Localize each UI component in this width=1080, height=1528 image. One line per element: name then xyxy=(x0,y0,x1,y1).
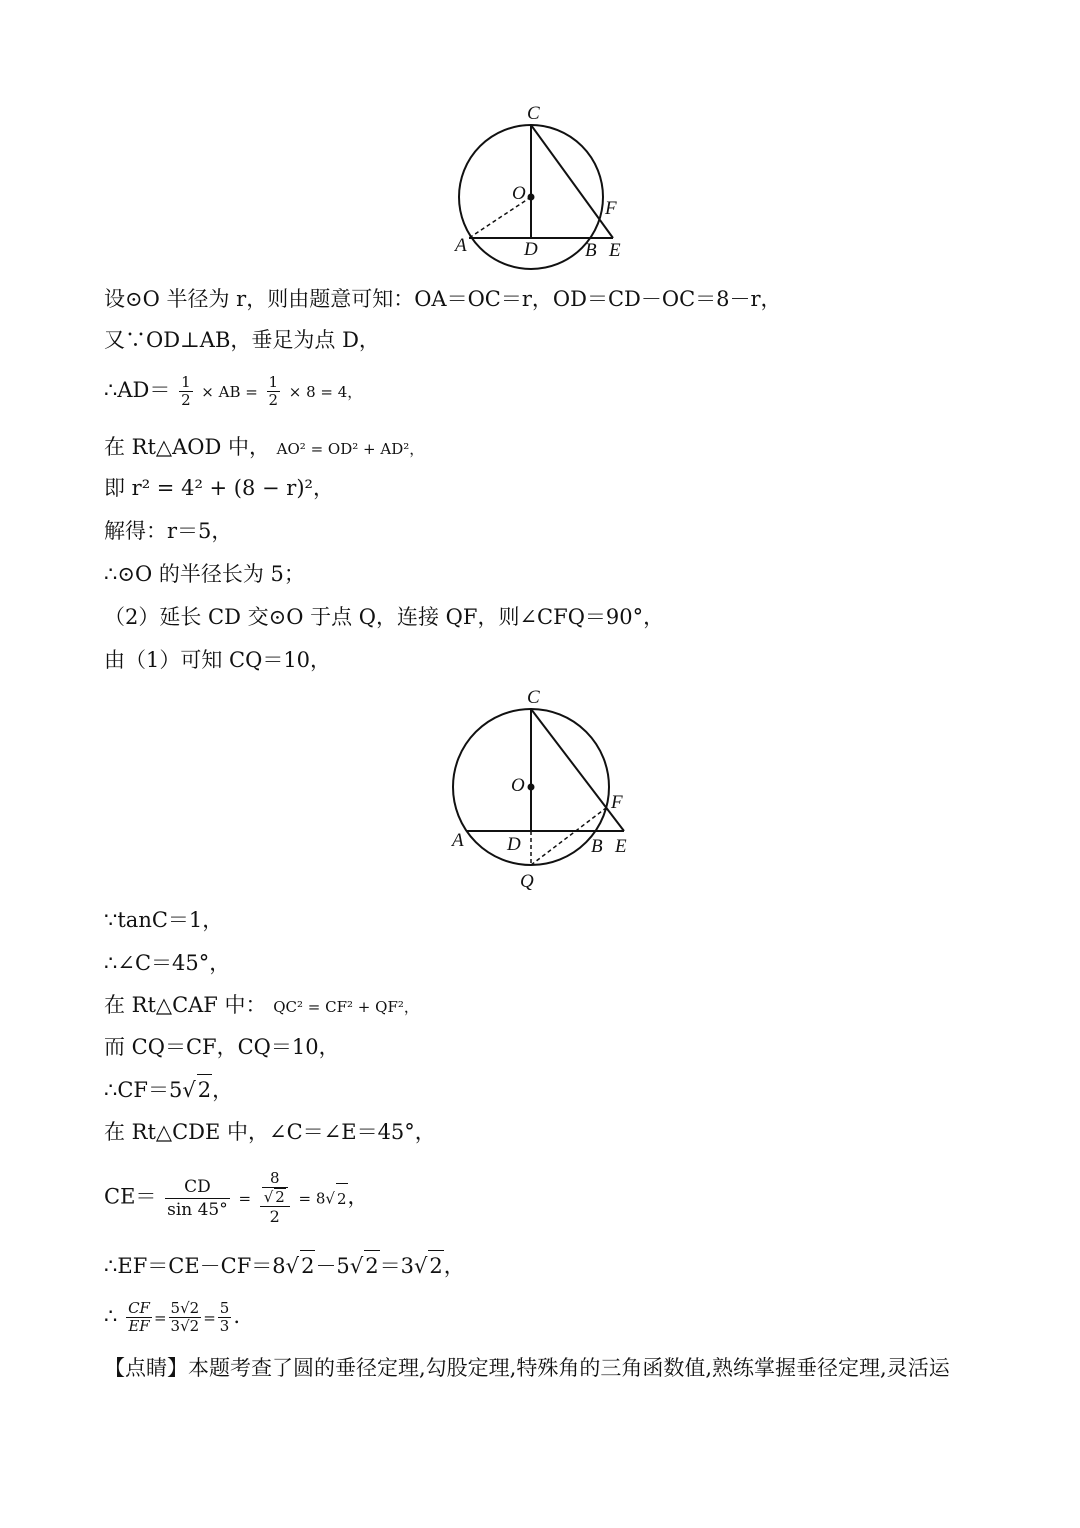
fraction-cf-ef xyxy=(126,1300,152,1335)
line-part2-intro: （2）延长 CD 交⊙O 于点 Q，连接 QF，则∠CFQ＝90°， xyxy=(104,605,665,629)
fraction-5sqrt2-3sqrt2 xyxy=(169,1300,202,1335)
radicand: 2 xyxy=(336,1183,348,1214)
text-ce-end: ， xyxy=(347,1184,369,1209)
text-ad-end: × 8 = 4， xyxy=(288,383,363,401)
frac-den: 3√2 xyxy=(170,1317,200,1335)
line-r-solved: 解得：r＝5， xyxy=(104,519,233,543)
label-f: F xyxy=(611,792,623,813)
line-ce-value xyxy=(104,1170,369,1226)
fraction-compound xyxy=(260,1170,290,1226)
text-cf-end: ， xyxy=(212,1078,234,1102)
label-c: C xyxy=(527,687,540,708)
label-e: E xyxy=(615,836,627,857)
radicand: 2 xyxy=(197,1074,212,1105)
frac-num: 1 xyxy=(181,373,191,391)
label-c: C xyxy=(527,103,540,124)
text-ce-result: = 8 xyxy=(298,1189,326,1208)
center-point-o xyxy=(528,784,535,791)
label-o: O xyxy=(511,775,525,796)
text-ef-mid1: －5 xyxy=(315,1254,350,1278)
text-cf-pre: ∴CF＝5 xyxy=(104,1078,183,1102)
fraction-cd-over-sin45 xyxy=(165,1176,230,1221)
text-rt-caf-pre: 在 Rt△CAF 中： xyxy=(104,993,267,1017)
equals-sign: = xyxy=(238,1189,252,1208)
sqrt-sign: √ xyxy=(413,1254,428,1278)
text-ad-mid: × AB = xyxy=(201,383,258,401)
line-summary-note: 【点睛】本题考查了圆的垂径定理,勾股定理,特殊角的三角函数值,熟练掌握垂径定理,灵活运 xyxy=(104,1356,950,1380)
text-ad-pre: ∴AD＝ xyxy=(104,378,171,402)
label-a: A xyxy=(452,830,464,851)
frac-den: 2 xyxy=(268,391,279,409)
sqrt-sign: √ xyxy=(325,1189,335,1208)
text-ef-end: ， xyxy=(443,1254,465,1278)
fraction-half-1 xyxy=(179,374,193,409)
sqrt-sign: √ xyxy=(182,1078,196,1102)
fraction-half-2 xyxy=(267,374,281,409)
center-point-o xyxy=(528,194,535,201)
label-f: F xyxy=(605,198,617,219)
frac-num: 5√2 xyxy=(170,1299,200,1317)
text-ratio-end: . xyxy=(233,1304,240,1328)
frac-den: 2 xyxy=(269,1207,280,1226)
frac-den xyxy=(262,1188,288,1206)
frac-num: 8 xyxy=(262,1170,288,1188)
label-o: O xyxy=(512,183,526,204)
label-e: E xyxy=(609,240,621,261)
text-ef-mid2: ＝3 xyxy=(379,1254,414,1278)
line-angle-c: ∴∠C＝45°， xyxy=(104,951,231,975)
label-d: D xyxy=(524,239,538,260)
radicand: 2 xyxy=(275,1188,285,1206)
figure-1-circle-diagram xyxy=(440,95,640,270)
line-rt-aod xyxy=(104,432,424,464)
frac-num-compound xyxy=(260,1170,290,1207)
frac-num: CD xyxy=(165,1176,230,1199)
radicand: 2 xyxy=(364,1250,379,1281)
text-rt-aod-pre: 在 Rt△AOD 中， xyxy=(104,435,270,459)
sqrt-sign: √ xyxy=(263,1188,274,1206)
fraction-5-3 xyxy=(218,1300,232,1335)
line-od-perp-ab: 又∵OD⊥AB，垂足为点 D， xyxy=(104,328,380,352)
text-ce-pre: CE＝ xyxy=(104,1184,157,1209)
text-ef-pre: ∴EF＝CE－CF＝8 xyxy=(104,1254,286,1278)
radicand: 2 xyxy=(428,1250,443,1281)
line-ef-value xyxy=(104,1250,465,1281)
frac-den: sin 45° xyxy=(167,1199,228,1220)
frac-num: 5 xyxy=(219,1299,230,1317)
label-b: B xyxy=(591,836,603,857)
frac-num: CF xyxy=(128,1299,150,1317)
line-rt-caf xyxy=(104,990,419,1022)
line-rt-cde: 在 Rt△CDE 中，∠C＝∠E＝45°， xyxy=(104,1120,436,1144)
frac-den: EF xyxy=(128,1317,150,1335)
sqrt-sign: √ xyxy=(349,1254,364,1278)
fraction-8-over-sqrt2 xyxy=(262,1170,288,1206)
line-tan-c: ∵tanC＝1， xyxy=(104,908,224,932)
line-cf-value xyxy=(104,1074,233,1105)
radicand: 2 xyxy=(300,1250,315,1281)
frac-den: 3 xyxy=(219,1317,230,1335)
line-cq-cf: 而 CQ＝CF，CQ＝10， xyxy=(104,1035,340,1059)
line-cq-value: 由（1）可知 CQ＝10， xyxy=(104,648,332,672)
label-a: A xyxy=(455,235,467,256)
label-q: Q xyxy=(520,871,534,892)
equation-ao-squared: AO² = OD² + AD²， xyxy=(276,440,425,458)
line-radius-result: ∴⊙O 的半径长为 5； xyxy=(104,562,305,586)
label-d: D xyxy=(507,834,521,855)
line-radius-setup: 设⊙O 半径为 r，则由题意可知：OA＝OC＝r，OD＝CD－OC＝8－r， xyxy=(104,287,782,311)
equals-sign: = xyxy=(203,1309,216,1327)
sqrt-sign: √ xyxy=(285,1254,300,1278)
frac-den: 2 xyxy=(181,391,191,409)
line-ad-value xyxy=(104,374,362,409)
equation-qc-squared: QC² = CF² + QF²， xyxy=(273,998,419,1016)
text-ratio-pre: ∴ xyxy=(104,1304,118,1328)
label-b: B xyxy=(585,240,597,261)
figure-2-circle-diagram xyxy=(440,680,640,895)
line-ratio xyxy=(104,1300,240,1335)
equals-sign: = xyxy=(153,1309,167,1327)
line-r-equation: 即 r² = 4² + (8 − r)²， xyxy=(104,476,334,500)
frac-num: 1 xyxy=(268,373,279,391)
